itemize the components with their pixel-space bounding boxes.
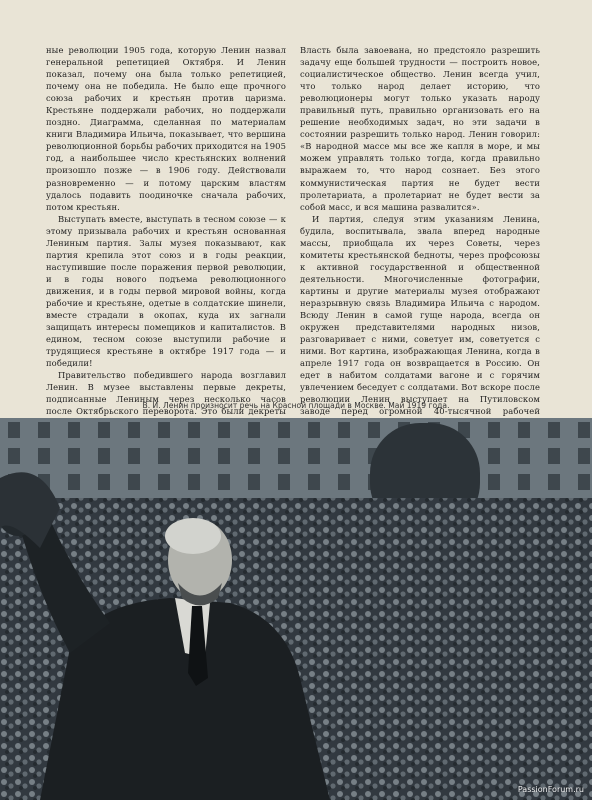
paragraph: ные революции 1905 года, которую Ленин назвал генеральной репетицией Октября. И Ленин показал, почему она была только репетицией, почему она не победила. Не было еще прочного союза рабочих и крестьян против царизма. Крестьяне поддержали рабочих, но поддержали поздно. Диаграмма, сделанная по материалам книги Владимира Ильича, показывает, что вершина революционной борьбы рабочих приходится на 1905 год, а наибольшее число крестьянских волнений произошло позже — в 1906 году. Действовали разновременно — и потому царским властям удалось подавить поодиночке сначала рабочих, потом крестьян.: [46, 45, 287, 212]
paragraph: Правительство победившего народа возглавил Ленин. В музее выставлены первые декреты, подписанные Лениным через несколько часов после Октябрьского переворота. Это были декреты: [46, 370, 286, 417]
right-text-column: [300, 44, 540, 430]
paragraph: И партия, следуя этим указаниям Ленина, будила, воспитывала, звала вперед народные массы, приобщала их через Советы, через комитеты крестьянской бедноты, через профсоюзы к активной государственной и общественной деятельности. Многочисленные фотографии, картины и другие материалы музея отображают неразрывную связь Владимира Ильича с народом. Всюду Ленин в самой гуще народа, всегда он окружен представителями народных низов, разговаривает с ними, советует им, советуется с ними. Вот картина, изображающая Ленина, когда в апреле 1917 года он возвращается в Россию. Он едет в набитом солдатами вагоне и с горячим увлечением беседует с солдатами. Вот вскоре после революции Ленин выступает на Путиловском заводе перед огромной 40-тысячной рабочей: [300, 213, 540, 417]
photo-illustration: [0, 418, 592, 800]
watermark: PassionForum.ru: [517, 785, 584, 794]
photo-caption: В. И. Ленин произносит речь на Красной площади в Москве. Май 1919 года.: [142, 401, 450, 410]
left-text-column: [46, 44, 286, 454]
paragraph: Выступать вместе, выступать в тесном союзе — к этому призывала рабочих и крестьян основанная Лениным партия. Залы музея показывают, как партия крепила этот союз и в годы реакции, наступившие после поражения первой революции, и в годы нового подъема революционного движения, и в годы первой мировой войны, когда рабочие и крестьяне, одетые в солдатские шинели, вместе страдали в окопах, куда их загнали защищать интересы помещиков и капиталистов. В едином, тесном союзе выступили рабочие и трудящиеся крестьяне в октябре 1917 года — и победили!: [46, 213, 286, 369]
paragraph: Власть была завоевана, но предстояло разрешить задачу еще большей трудности — построить новое, социалистическое общество. Ленин всегда учил, что только народ делает историю, что революционеры могут только указать народу правильный путь, правильно организовать его на решение необходимых задач, но эти задачи в состоянии разрешить только народ. Ленин говорил: «В народной массе мы все же капля в море, и мы можем управлять только тогда, когда правильно выражаем то, что народ сознает. Без этого коммунистическая партия не будет вести пролетариата, а пролетариат не будет вести за собой масс, и вся машина развалится».: [300, 45, 540, 212]
historic-photo: [0, 418, 592, 800]
